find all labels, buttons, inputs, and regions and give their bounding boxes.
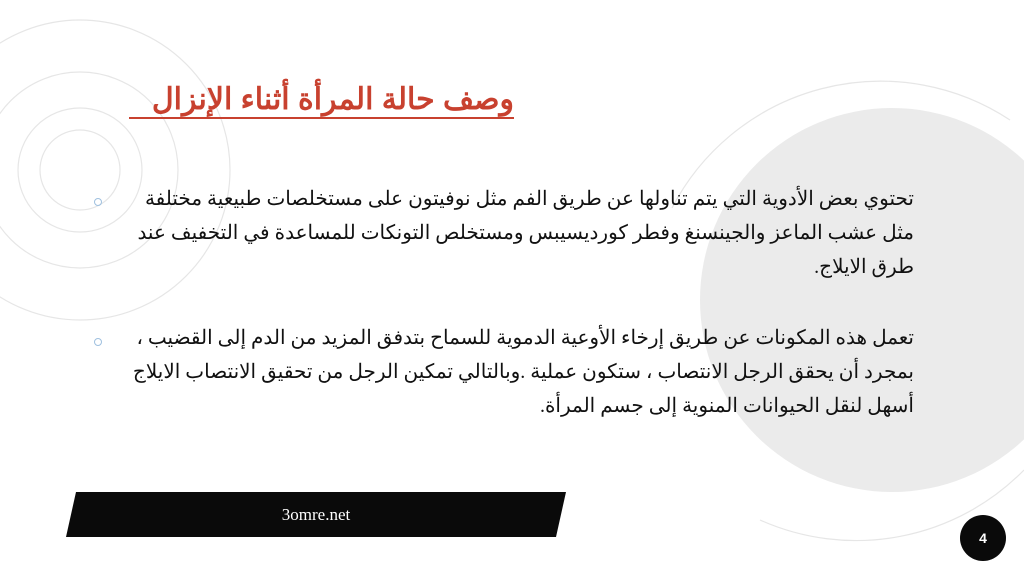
title-underline (129, 117, 514, 119)
paragraph-2: تعمل هذه المكونات عن طريق إرخاء الأوعية الدموية للسماح بتدفق المزيد من الدم إلى القضيب ، بمجرد أن يحقق الرجل الانتصاب ، ستكون عملية .وبالتالي تمكين الرجل من تحقيق الانتصاب الايلاج أسهل لنقل الحيوانات المنوية إلى جسم المرأة. (132, 327, 914, 417)
large-decor-circle (700, 108, 1024, 492)
bullet-circle-icon (94, 198, 102, 206)
bullet-circle-icon (94, 338, 102, 346)
footer-banner (66, 492, 566, 537)
page-number-badge: 4 (960, 515, 1006, 561)
slide-title: وصف حالة المرأة أثناء الإنزال (151, 83, 514, 116)
paragraph-1: تحتوي بعض الأدوية التي يتم تناولها عن طريق الفم مثل نوفيتون على مستخلصات طبيعية مختلفة مثل عشب الماعز والجينسنغ وفطر كورديسيبس ومستخلص التونكات للمساعدة في التخفيف عند طرق الايلاج. (137, 188, 914, 278)
footer-site-link[interactable]: 3omre.net (281, 505, 351, 524)
